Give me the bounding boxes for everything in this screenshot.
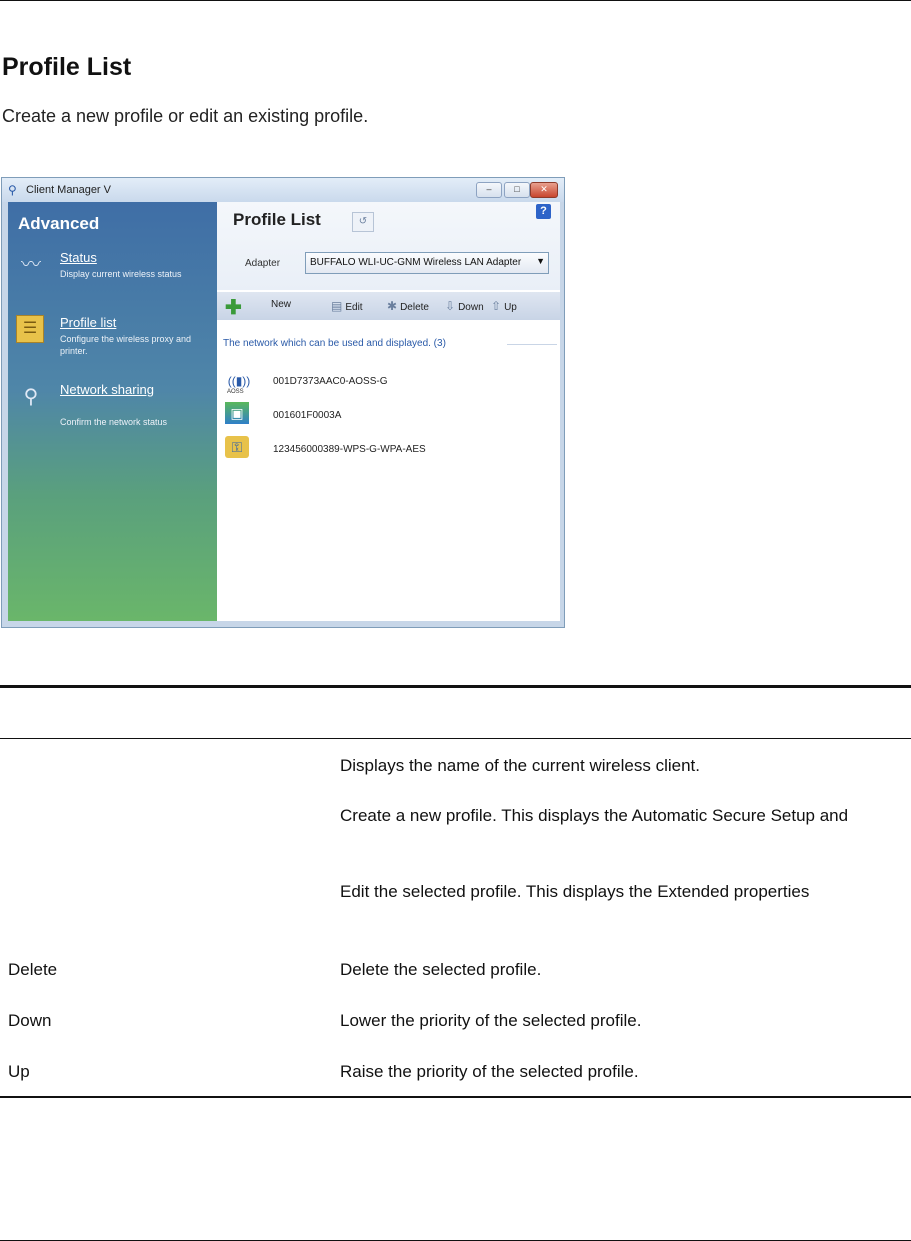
maximize-button[interactable]: □ [504, 182, 530, 198]
table-header-rule [0, 738, 911, 739]
table-item: Up [8, 1062, 30, 1081]
table-desc: Raise the priority of the selected profile. [340, 1062, 639, 1081]
sidebar-item-desc: Configure the wireless proxy and printer. [60, 334, 192, 356]
table-item: Delete [8, 960, 58, 979]
table-desc: Delete the selected profile. [340, 960, 542, 979]
table-desc: Displays the name of the current wireless client. [340, 756, 700, 775]
aoss-tag: AOSS [227, 389, 244, 395]
chevron-down-icon: ▼ [536, 256, 545, 266]
edit-icon: ▤ [331, 299, 343, 313]
refresh-icon[interactable]: ↺ [352, 212, 374, 232]
aoss-wireless-icon: ((▮)) [227, 374, 251, 388]
arrow-down-icon: ⇩ [445, 299, 456, 313]
window-title: Client Manager V [26, 184, 111, 196]
page-subtitle: Create a new profile or edit an existing profile. [2, 106, 369, 126]
sidebar-item-desc: Display current wireless status [60, 269, 182, 279]
edit-button[interactable] [331, 299, 363, 313]
new-button[interactable]: New [271, 299, 292, 310]
table-bottom-rule [0, 1096, 911, 1098]
profile-list-icon: ☰ [16, 315, 44, 343]
sidebar-item-label[interactable]: Status [60, 250, 97, 265]
computer-icon: ▣ [225, 402, 249, 424]
adapter-value: BUFFALO WLI-UC-GNM Wireless LAN Adapter [310, 257, 522, 268]
table-desc: Lower the priority of the selected profile. [340, 1011, 642, 1030]
network-name: 123456000389-WPS-G-WPA-AES [273, 444, 426, 455]
up-label: Up [504, 302, 517, 313]
sidebar-heading: Advanced [18, 214, 100, 233]
network-name: 001D7373AAC0-AOSS-G [273, 376, 388, 387]
sidebar-item-label[interactable]: Network sharing [60, 382, 154, 397]
sidebar-item-label[interactable]: Profile list [60, 315, 117, 330]
plus-icon[interactable]: ✚ [225, 297, 242, 319]
adapter-select[interactable] [305, 252, 549, 274]
main-header [217, 202, 560, 290]
down-label: Down [458, 302, 484, 313]
client-manager-window [1, 177, 565, 628]
main-panel [217, 202, 560, 621]
secure-network-icon: ⚿ [225, 436, 249, 458]
magnifier-icon: ⚲ [23, 386, 39, 408]
list-item[interactable] [225, 436, 555, 464]
window-titlebar[interactable] [2, 178, 564, 202]
list-item[interactable] [225, 402, 555, 430]
sidebar [8, 202, 217, 621]
table-desc: Create a new profile. This displays the Automatic Secure Setup and [340, 806, 849, 825]
top-rule [0, 0, 911, 1]
close-button[interactable]: ✕ [530, 182, 558, 198]
adapter-label: Adapter [245, 258, 281, 269]
up-button[interactable] [491, 299, 517, 313]
delete-button[interactable] [387, 299, 429, 313]
down-button[interactable] [445, 299, 484, 313]
app-logo-icon: ⚲ [8, 183, 17, 197]
arrow-up-icon: ⇧ [491, 299, 502, 313]
help-icon[interactable]: ? [536, 204, 551, 219]
sidebar-item-desc: Confirm the network status [60, 417, 168, 427]
table-desc: Edit the selected profile. This displays the Extended properties [340, 882, 810, 901]
delete-icon: ✱ [387, 299, 398, 313]
page-title: Profile List [2, 53, 132, 81]
network-name: 001601F0003A [273, 410, 342, 421]
status-wave-icon: 〰 [21, 254, 41, 276]
table-item: Down [8, 1011, 52, 1030]
table-top-rule [0, 685, 911, 688]
delete-label: Delete [400, 302, 429, 313]
network-caption: The network which can be used and displayed. (3) [223, 338, 446, 349]
edit-label: Edit [345, 302, 363, 313]
toolbar [217, 292, 560, 320]
list-item[interactable] [225, 368, 555, 396]
minimize-button[interactable]: – [476, 182, 502, 198]
caption-divider [507, 344, 557, 345]
main-title: Profile List [233, 210, 321, 229]
